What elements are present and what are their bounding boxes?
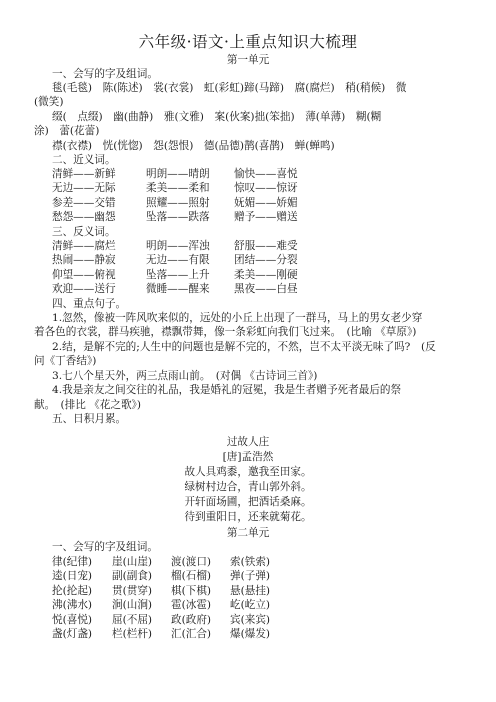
word-line: 涂) 蕾(花蕾) — [34, 125, 100, 137]
antonym-pair: 仰望——俯视 — [52, 269, 116, 281]
poem-author: [唐]孟浩然 — [222, 451, 274, 463]
word-line: 襟(衣襟) 恍(恍惚) 怨(怨恨) 德(品德)鹊(喜鹊) 蝉(蝉鸣) — [52, 140, 335, 152]
word-line: (微笑) — [34, 96, 64, 108]
word-entry: 逵(日宠) — [52, 570, 93, 582]
antonym-pair: 无边——有限 — [146, 254, 210, 266]
unit1-section-words: 一、会写的字及组词。 — [52, 68, 158, 80]
synonym-pair: 清鲜——新鲜 — [52, 168, 116, 180]
antonym-pair: 柔美——刚硬 — [234, 269, 298, 281]
unit1-section-synonyms: 二、近义词。 — [52, 154, 116, 166]
word-entry: 副(副食) — [112, 570, 153, 582]
synonym-pair: 妩媚——娇媚 — [234, 197, 298, 209]
word-entry: 涧(山涧) — [112, 599, 153, 611]
word-entry: 索(铁索) — [230, 556, 271, 568]
word-entry: 律(纪律) — [52, 556, 93, 568]
antonym-pair: 舒服——难受 — [234, 240, 298, 252]
sentence-line: 3.七八个星天外，两三点雨山前。 (对偶 《古诗词三首》) — [52, 370, 318, 382]
word-entry: 悦(喜悦) — [52, 614, 93, 626]
sentence-line: 1.忽然，像被一阵风吹来似的，远处的小丘上出现了一群马，马上的男女老少穿 — [52, 312, 423, 324]
word-entry: 悬(悬挂) — [230, 585, 271, 597]
unit1-section-accumulation: 五、日积月累。 — [52, 413, 127, 425]
antonym-pair: 坠落——上升 — [146, 269, 210, 281]
unit2-section-words: 一、会写的字及组词。 — [52, 541, 158, 553]
antonym-pair: 清鲜——腐烂 — [52, 240, 116, 252]
antonym-pair: 欢迎——送行 — [52, 283, 116, 295]
sentence-line: 2.结，是解不完的;人生中的问题也是解不完的，不然，岂不太平淡无味了吗? (反 — [52, 341, 436, 353]
synonym-pair: 惊叹——惊讶 — [234, 182, 298, 194]
word-entry: 宾(来宾) — [230, 614, 271, 626]
antonym-pair: 团结——分裂 — [234, 254, 298, 266]
word-entry: 雹(冰雹) — [171, 599, 212, 611]
word-entry: 抡(抡起) — [52, 585, 93, 597]
sentence-line: 4.我是亲友之间交往的礼品，我是婚礼的冠冕，我是生者赠予死者最后的祭 — [52, 384, 402, 396]
unit2-heading: 第二单元 — [226, 527, 270, 539]
word-entry: 崖(山崖) — [112, 556, 153, 568]
word-entry: 栏(栏杆) — [112, 628, 153, 640]
word-entry: 爆(爆发) — [230, 628, 271, 640]
antonym-pair: 黑夜——白昼 — [234, 283, 298, 295]
word-entry: 榴(石榴) — [171, 570, 212, 582]
word-entry: 屈(不屈) — [112, 614, 153, 626]
synonym-pair: 参差——交错 — [52, 197, 116, 209]
page-title: 六年级·语文·上重点知识大梳理 — [138, 33, 358, 51]
antonym-pair: 微睡——醒来 — [146, 283, 210, 295]
word-entry: 屹(屹立) — [230, 599, 271, 611]
word-line: 缀( 点缀) 幽(曲静) 雅(文雅) 案(伙案)拙(笨拙) 薄(单薄) 糊(糊 — [52, 111, 382, 123]
word-entry: 弹(子弹) — [230, 570, 271, 582]
synonym-pair: 柔美——柔和 — [146, 182, 210, 194]
poem-line: 故人具鸡黍，邀我至田家。 — [184, 466, 312, 478]
sentence-line: 问《丁香结》) — [34, 355, 97, 367]
synonym-pair: 无边——无际 — [52, 182, 116, 194]
synonym-pair: 赠予——赠送 — [234, 211, 298, 223]
poem-line: 待到重阳日，还来就菊花。 — [184, 511, 312, 523]
synonym-pair: 愉快——喜悦 — [234, 168, 298, 180]
sentence-line: 献。 (排比 《花之歌》) — [34, 399, 141, 411]
antonym-pair: 热闹——静寂 — [52, 254, 116, 266]
antonym-pair: 明朗——浑浊 — [146, 240, 210, 252]
synonym-pair: 坠落——跌落 — [146, 211, 210, 223]
word-entry: 沸(沸水) — [52, 599, 93, 611]
poem-line: 绿树村边合，青山郭外斜。 — [184, 481, 312, 493]
poem-title: 过故人庄 — [226, 436, 270, 448]
unit1-section-sentences: 四、重点句子。 — [52, 298, 127, 310]
synonym-pair: 照耀——照射 — [146, 197, 210, 209]
poem-line: 开轩面场圃，把酒话桑麻。 — [184, 496, 312, 508]
word-entry: 渡(渡口) — [171, 556, 212, 568]
word-entry: 盏(灯盏) — [52, 628, 93, 640]
word-entry: 汇(汇合) — [171, 628, 212, 640]
word-entry: 政(政府) — [171, 614, 212, 626]
word-entry: 棋(下棋) — [171, 585, 212, 597]
unit1-heading: 第一单元 — [226, 54, 270, 66]
synonym-pair: 愁怨——幽怨 — [52, 211, 116, 223]
sentence-line: 着各色的衣裳，群马疾驰，襟飘带舞，像一条彩虹向我们飞过来。 (比喻 《草原》) — [34, 326, 417, 338]
synonym-pair: 明朗——晴朗 — [146, 168, 210, 180]
unit1-section-antonyms: 三、反义词。 — [52, 226, 116, 238]
word-line: 毯(毛毯) 陈(陈述) 裳(衣裳) 虹(彩虹)蹄(马蹄) 腐(腐烂) 稍(稍候) 微 — [52, 82, 407, 94]
word-entry: 贯(贯穿) — [112, 585, 153, 597]
